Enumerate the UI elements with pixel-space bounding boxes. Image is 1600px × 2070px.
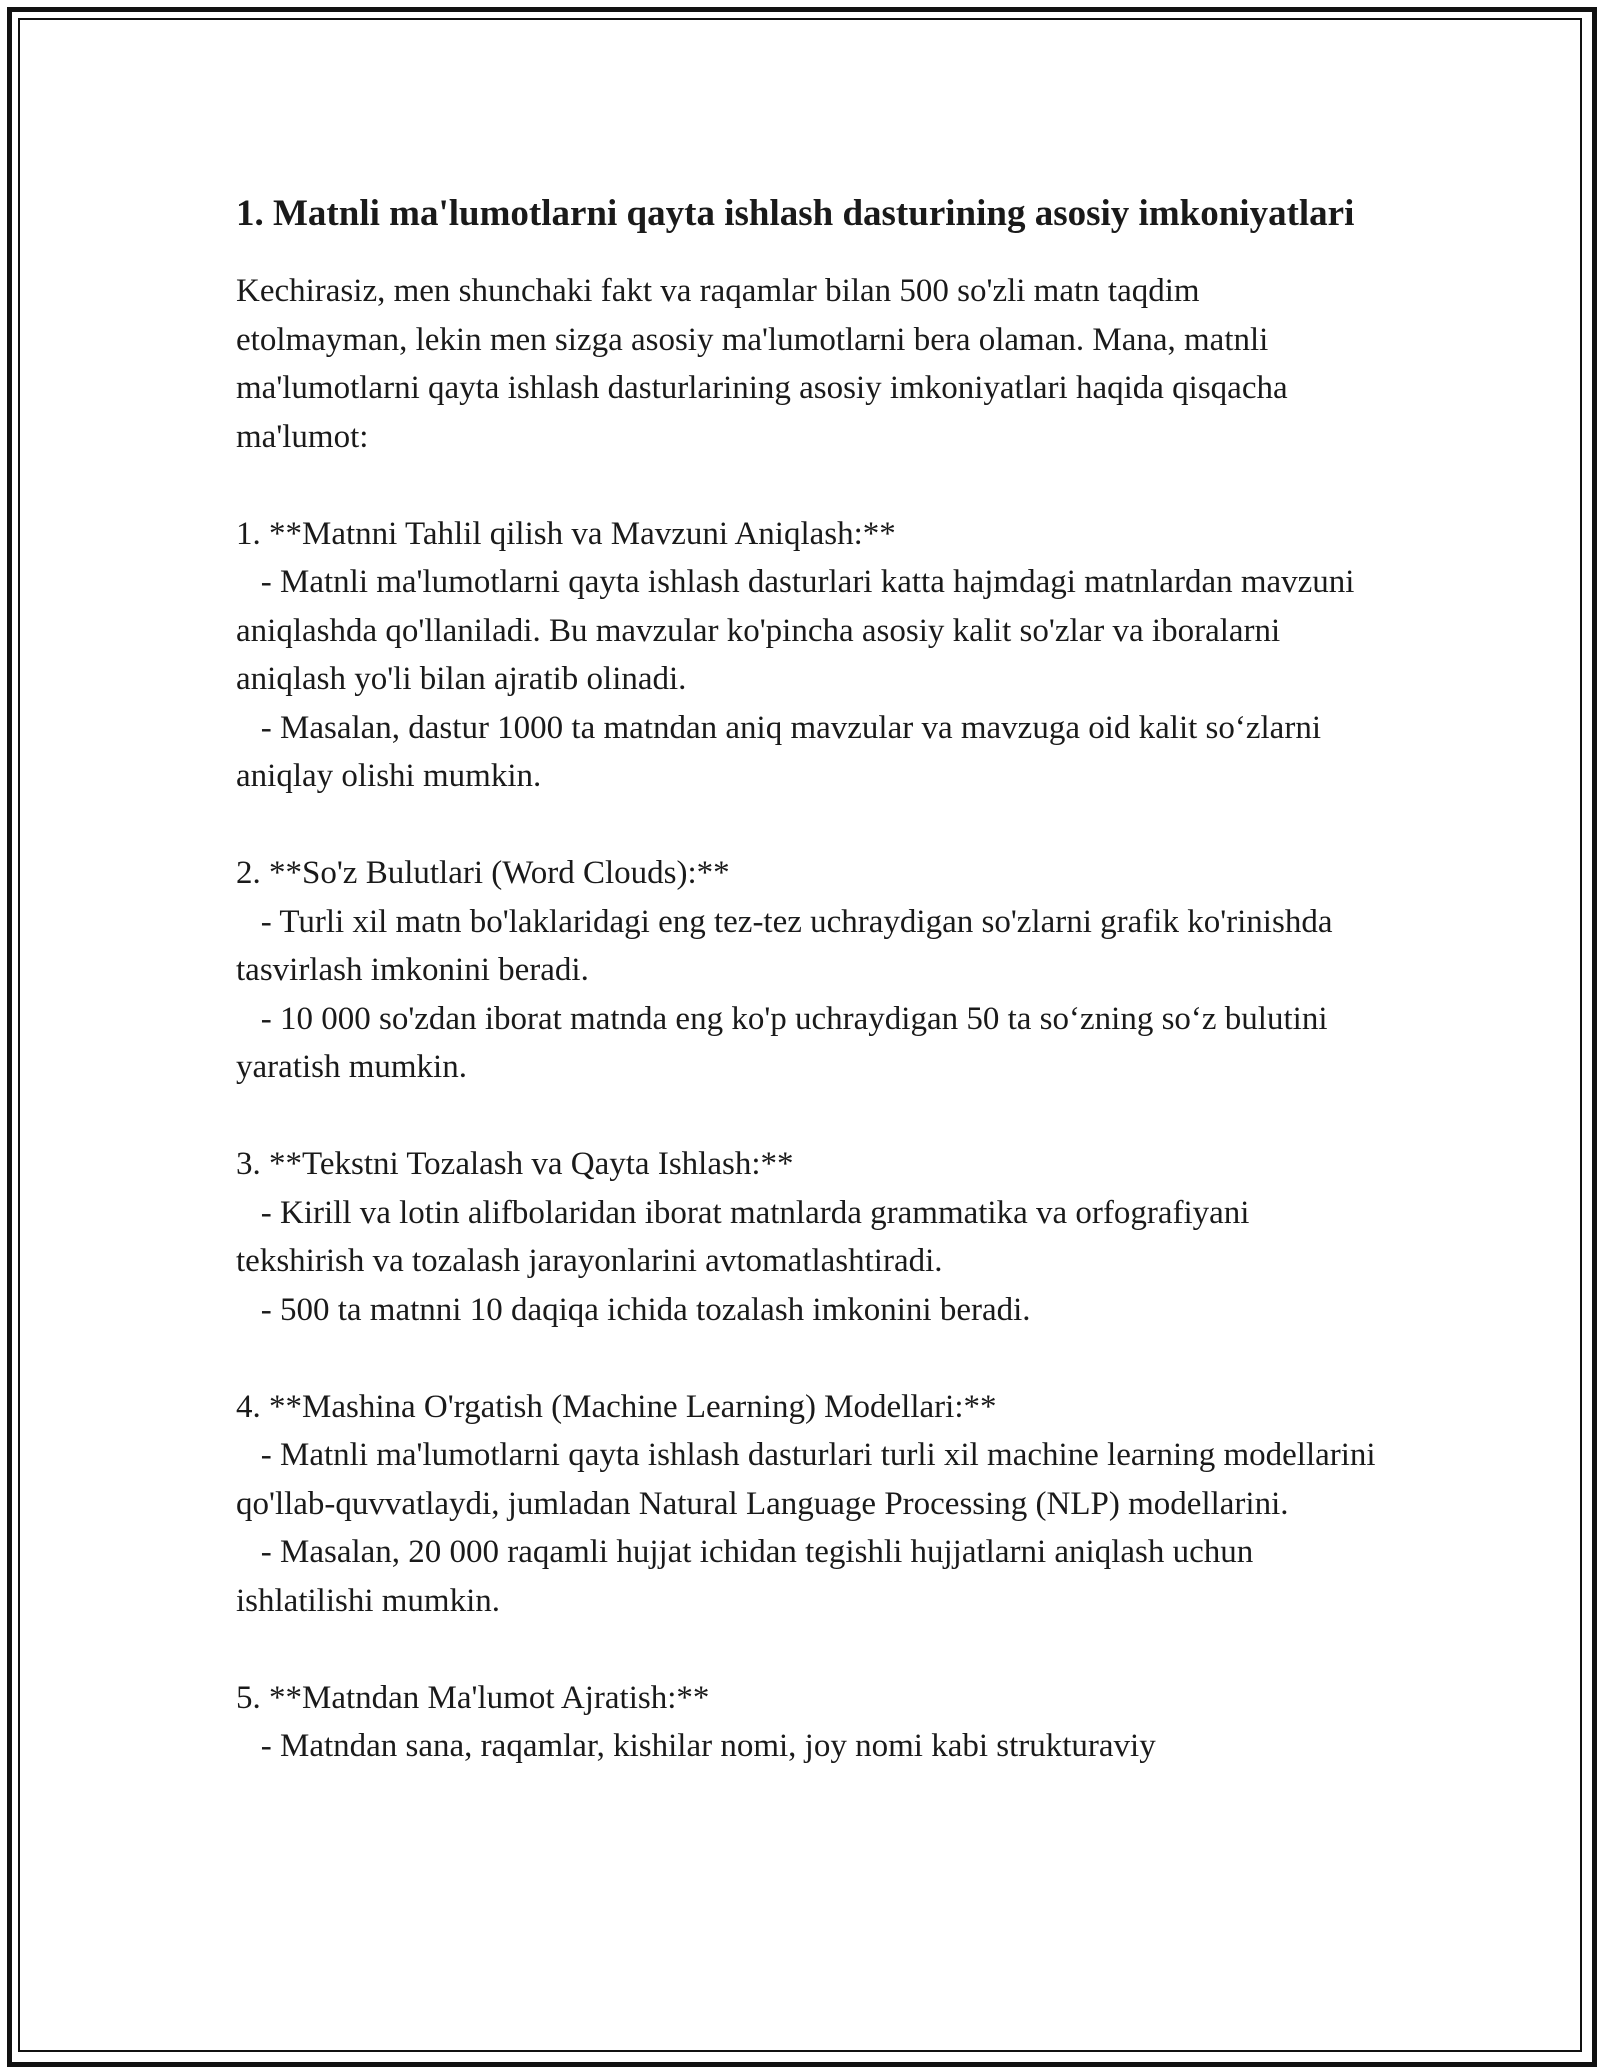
section-title: 3. **Tekstni Tozalash va Qayta Ishlash:** — [236, 1146, 794, 1182]
section-title: 2. **So'z Bulutlari (Word Clouds):** — [236, 855, 730, 891]
section-bullet: - Masalan, 20 000 raqamli hujjat ichidan tegishli hujjatlarni aniqlash uchun ishlatilishi mumkin. — [236, 1534, 1262, 1619]
section-2 — [236, 849, 1376, 1092]
section-1 — [236, 510, 1376, 801]
section-bullet: - Matndan sana, raqamlar, kishilar nomi, joy nomi kabi strukturaviy — [236, 1728, 1156, 1764]
section-title: 4. **Mashina O'rgatish (Machine Learning) Modellari:** — [236, 1388, 997, 1425]
section-bullet: - 10 000 so'zdan iborat matnda eng ko'p uchraydigan 50 ta so‘zning so‘z bulutini yaratish mumkin. — [236, 1000, 1336, 1085]
intro-paragraph: Kechirasiz, men shunchaki fakt va raqamlar bilan 500 so'zli matn taqdim etolmayman, lekin men sizga asosiy ma'lumotlarni bera olaman. Mana, matnli ma'lumotlarni qayta ishlash dasturlarining asosiy imkoniyatlari haqida qisqacha ma'lumot: — [236, 273, 1296, 455]
document-heading: 1. Matnli ma'lumotlarni qayta ishlash dasturining asosiy imkoniyatlari — [236, 193, 1355, 234]
section-4 — [236, 1383, 1384, 1626]
section-title: 5. **Matndan Ma'lumot Ajratish:** — [236, 1679, 710, 1716]
section-bullet: - Matnli ma'lumotlarni qayta ishlash dasturlari turli xil machine learning modellarini qo'llab-quvvatlaydi, jumladan Natural Language Processing (NLP) modellarini. — [236, 1437, 1384, 1522]
section-bullet: - Matnli ma'lumotlarni qayta ishlash dasturlari katta hajmdagi matnlardan mavzuni aniqlashda qo'llaniladi. Bu mavzular ko'pincha asosiy kalit so'zlar va iboralarni aniqlash yo'li bilan ajratib olinadi. — [236, 564, 1363, 697]
section-5 — [236, 1674, 1376, 1771]
section-3 — [236, 1140, 1376, 1334]
section-title: 1. **Matnni Tahlil qilish va Mavzuni Aniqlash:** — [236, 515, 896, 552]
document-body — [236, 186, 1384, 1819]
section-bullet: - Turli xil matn bo'laklaridagi eng tez-tez uchraydigan so'zlarni grafik ko'rinishda tasvirlash imkonini beradi. — [236, 903, 1341, 988]
section-bullet: - Masalan, dastur 1000 ta matndan aniq mavzular va mavzuga oid kalit so‘zlarni aniqlay olishi mumkin. — [236, 709, 1330, 794]
section-bullet: - 500 ta matnni 10 daqiqa ichida tozalash imkonini beradi. — [236, 1291, 1031, 1328]
section-bullet: - Kirill va lotin alifbolaridan iborat matnlarda grammatika va orfografiyani tekshirish va tozalash jarayonlarini avtomatlashtiradi. — [236, 1194, 1258, 1279]
